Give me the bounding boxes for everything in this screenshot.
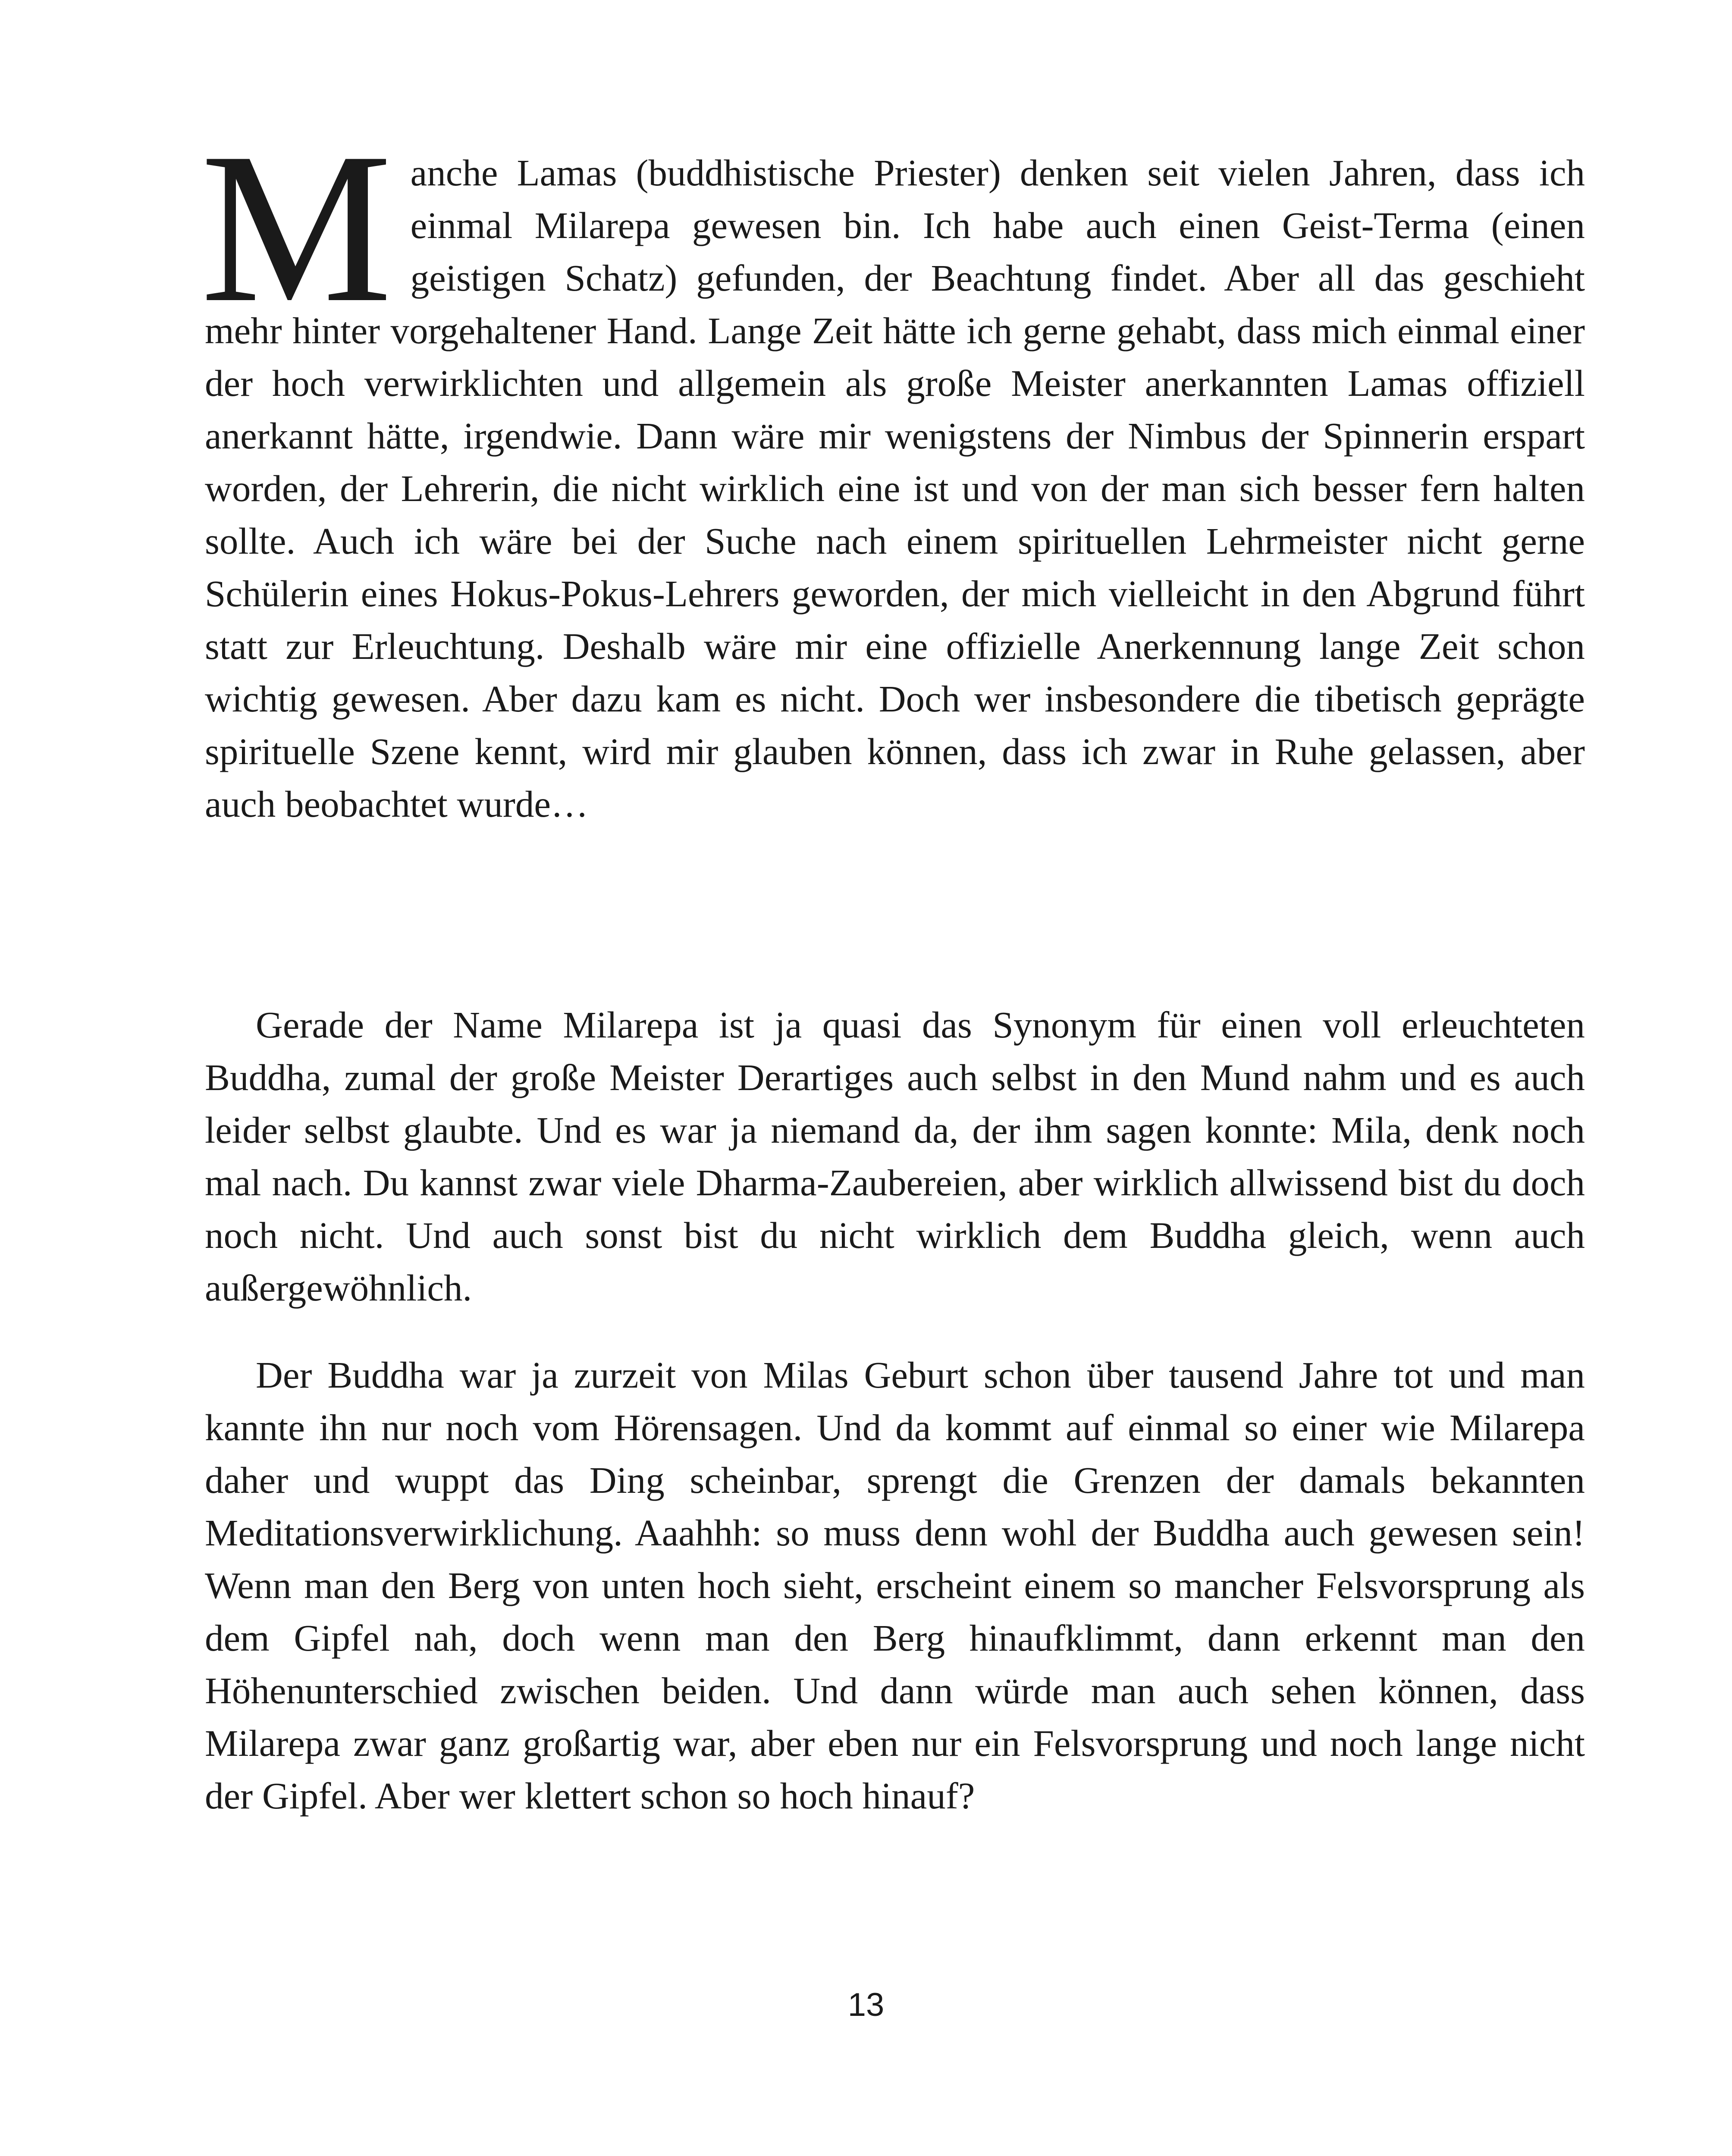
paragraph-1 xyxy=(201,108,1585,830)
paragraph-1-text: anche Lamas (buddhistische Priester) denken seit vielen Jahren, dass ich einmal Milarepa gewesen bin. Ich habe auch einen Geist-Terma (einen geistigen Schatz) gefunden, der Beachtung findet. Aber all das geschieht mehr hinter vorgehaltener Hand. Lange Zeit hätte ich gerne gehabt, dass mich einmal einer der hoch verwirklichten und allgemein als große Meister anerkannten Lamas offiziell anerkannt hätte, irgendwie. Dann wäre mir wenigstens der Nimbus der Spinnerin erspart worden, der Lehrerin, die nicht wirklich eine ist und von der man sich besser fern halten sollte. Auch ich wäre bei der Suche nach einem spirituellen Lehrmeister nicht gerne Schülerin eines Hokus-Pokus-Lehrers geworden, der mich vielleicht in den Abgrund führt statt zur Erleuchtung. Deshalb wäre mir eine offizielle Anerkennung lange Zeit schon wichtig gewesen. Aber dazu kam es nicht. Doch wer insbesondere die tibetisch geprägte spirituelle Szene kennt, wird mir glauben können, dass ich zwar in Ruhe gelassen, aber auch beobachtet wurde… xyxy=(205,152,1585,825)
paragraph-2: Gerade der Name Milarepa ist ja quasi das Synonym für einen voll erleuchteten Buddha, zumal der große Meister Derartiges auch selbst in den Mund nahm und es auch leider selbst glaubte. Und es war ja niemand da, der ihm sagen konnte: Mila, denk noch mal nach. Du kannst zwar viele Dharma-Zaubereien, aber wirklich allwissend bist du doch noch nicht. Und auch sonst bist du nicht wirklich dem Buddha gleich, wenn auch außergewöhnlich. xyxy=(205,1004,1585,1309)
paragraph-spacer xyxy=(205,1314,1585,1349)
paragraph-spacer xyxy=(205,830,1585,999)
paragraph-3: Der Buddha war ja zurzeit von Milas Geburt schon über tausend Jahre tot und man kannte ihn nur noch vom Hörensagen. Und da kommt auf einmal so einer wie Milarepa daher und wuppt das Ding scheinbar, sprengt die Grenzen der damals bekannten Meditationsverwirklichung. Aaahhh: so muss denn wohl der Buddha auch gewesen sein! Wenn man den Berg von unten hoch sieht, erscheint einem so mancher Felsvorsprung als dem Gipfel nah, doch wenn man den Berg hinaufklimmt, dann erkennt man den Höhenunterschied zwischen beiden. Und dann würde man auch sehen können, dass Milarepa zwar ganz großartig war, aber eben nur ein Felsvorsprung und noch lange nicht der Gipfel. Aber wer klettert schon so hoch hinauf? xyxy=(205,1354,1585,1817)
page-body xyxy=(201,108,1585,1822)
drop-cap: M xyxy=(201,108,392,347)
page-number: 13 xyxy=(847,1987,885,2023)
